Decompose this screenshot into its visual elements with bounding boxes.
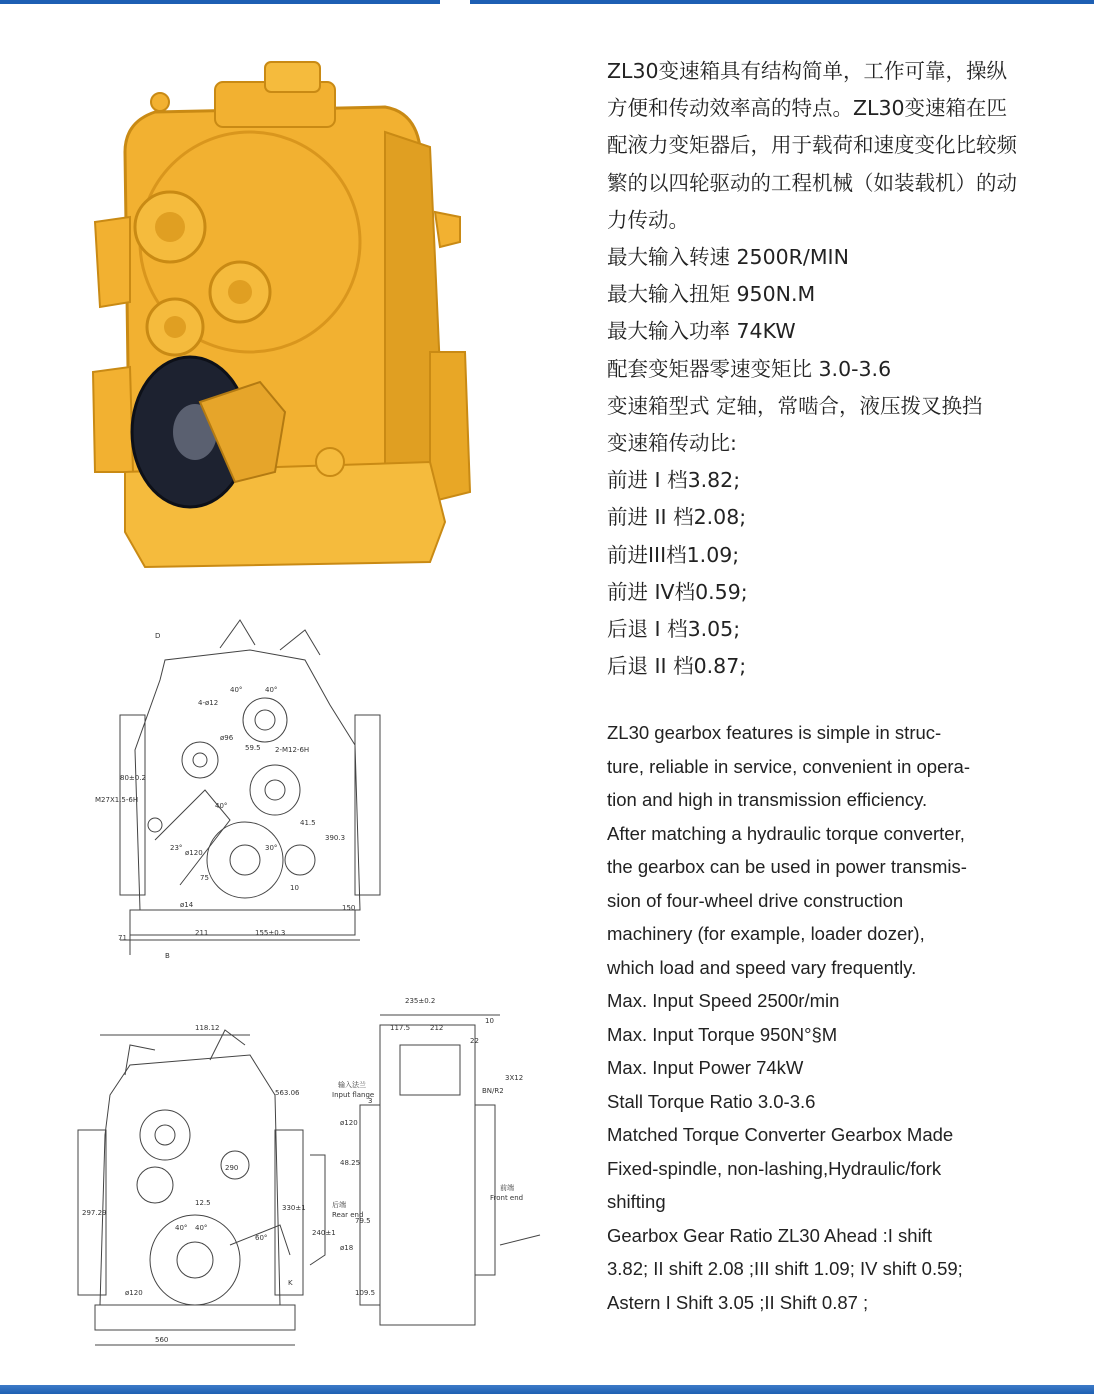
- drawing1-label: 4-ø12: [198, 699, 219, 707]
- drawing1-label: 30°: [265, 844, 278, 852]
- drawing2-label: 输入法兰: [338, 1081, 366, 1089]
- cn-ratio-item: 后退 I 档3.05;: [607, 617, 741, 642]
- drawing2-label: 10: [485, 1017, 494, 1025]
- drawing1-label: 390.3: [325, 834, 346, 842]
- en-line: Astern I Shift 3.05 ;II Shift 0.87 ;: [607, 1291, 869, 1313]
- en-line: 3.82; II shift 2.08 ;III shift 1.09; IV shift 0.59;: [607, 1258, 963, 1279]
- drawing1-label: 59.5: [245, 744, 261, 752]
- en-line: sion of four-wheel drive construction: [607, 889, 904, 911]
- drawing2-label: 40°: [175, 1224, 188, 1232]
- en-line: After matching a hydraulic torque converter,: [607, 822, 965, 844]
- drawing1-label: ø120: [185, 849, 203, 857]
- cn-stall-ratio: 配套变矩器零速变矩比 3.0-3.6: [607, 356, 892, 381]
- drawing2-label: Front end: [490, 1194, 524, 1202]
- english-description: [607, 716, 1022, 1319]
- bottom-accent-bar: [0, 1385, 1094, 1394]
- top-bar-segment-right: [470, 0, 1094, 4]
- drawing2-label: 290: [225, 1164, 239, 1172]
- en-line: Gearbox Gear Ratio ZL30 Ahead :I shift: [607, 1224, 932, 1246]
- en-line: Max. Input Speed 2500r/min: [607, 990, 840, 1011]
- drawing1-label: 2-M12-6H: [275, 746, 310, 754]
- gearbox-photo: [85, 52, 485, 597]
- drawing2-label: 22: [470, 1037, 479, 1045]
- drawing1-label: 150: [342, 904, 356, 912]
- drawing2-label: ø18: [340, 1244, 354, 1252]
- chinese-description: [607, 53, 1027, 685]
- drawing1-label-d: D: [155, 632, 161, 640]
- drawing2-label: 12.5: [195, 1199, 211, 1207]
- drawing2-label: ø120: [340, 1119, 358, 1127]
- en-line: ture, reliable in service, convenient in opera-: [607, 755, 970, 777]
- drawing2-label: 后端: [332, 1201, 346, 1209]
- drawing2-label: 前端: [500, 1184, 514, 1192]
- drawing2-label: 3X12: [505, 1074, 524, 1082]
- drawing2-label: 330±1: [282, 1204, 306, 1212]
- en-line: the gearbox can be used in power transmis-: [607, 856, 967, 877]
- drawing1-label: M27X1.5-6H: [95, 796, 139, 804]
- drawing2-label: 240±1: [312, 1229, 336, 1237]
- drawing1-label: ø96: [220, 734, 234, 742]
- drawing1-label: 75: [200, 874, 209, 882]
- drawing2-label: 235±0.2: [405, 997, 436, 1005]
- en-line: Max. Input Torque 950N°§M: [607, 1023, 838, 1045]
- drawing2-label: 109.5: [355, 1289, 376, 1297]
- drawing1-label: 80±0.2: [120, 774, 146, 782]
- en-line: tion and high in transmission efficiency.: [607, 789, 928, 810]
- en-line: machinery (for example, loader dozer),: [607, 923, 925, 944]
- cn-max-speed: 最大输入转速 2500R/MIN: [607, 245, 849, 270]
- top-bar-segment-left: [0, 0, 440, 4]
- drawing2-label: 40°: [195, 1224, 208, 1232]
- drawing1-label: ø14: [180, 901, 194, 909]
- drawing1-label: 40°: [265, 686, 278, 694]
- drawing1-label: B: [165, 952, 170, 960]
- en-line: ZL30 gearbox features is simple in struc-: [607, 722, 942, 743]
- drawing1-label: 40°: [230, 686, 243, 694]
- cn-ratio-item: 前进 II 档2.08;: [607, 505, 747, 530]
- en-line: Stall Torque Ratio 3.0-3.6: [607, 1090, 816, 1112]
- drawing1-label: 155±0.3: [255, 929, 286, 937]
- en-line: Fixed-spindle, non-lashing,Hydraulic/fork: [607, 1157, 942, 1179]
- drawing2-label: 60°: [255, 1234, 268, 1242]
- drawing2-label: Input flange: [332, 1091, 375, 1099]
- drawing2-label: BN/R2: [482, 1087, 504, 1095]
- cn-intro: ZL30变速箱具有结构简单，工作可靠，操纵方便和传动效率高的特点。ZL30变速箱在匹配液力变矩器后，用于载荷和速度变化比较频繁的以四轮驱动的工程机械（如装载机）的动力传动。: [607, 59, 1017, 232]
- cn-ratio-item: 前进 I 档3.82;: [607, 468, 741, 493]
- en-line: which load and speed vary frequently.: [607, 956, 917, 978]
- drawing1-label: 41.5: [300, 819, 316, 827]
- top-accent-bar: [0, 0, 1094, 6]
- cn-ratio-item: 前进III档1.09;: [607, 542, 740, 567]
- cn-ratio-item: 前进 IV档0.59;: [607, 579, 748, 604]
- drawing2-label: 79.5: [355, 1217, 371, 1225]
- drawing2-label: K: [288, 1279, 293, 1287]
- drawing2-label: 3: [368, 1097, 373, 1105]
- en-line: shifting: [607, 1191, 666, 1212]
- drawing1-label: 211: [195, 929, 209, 937]
- cn-max-torque: 最大输入扭矩 950N.M: [607, 282, 816, 307]
- drawing2-label: 118.12: [195, 1024, 220, 1032]
- drawing1-label: 40°: [215, 802, 228, 810]
- drawing2-label: 48.25: [340, 1159, 361, 1167]
- gearbox-front-drawing: [80, 610, 400, 970]
- cn-ratio-title: 变速箱传动比:: [607, 431, 737, 456]
- drawing2-label: ø120: [125, 1289, 143, 1297]
- drawing1-label: 10: [290, 884, 299, 892]
- cn-gearbox-type: 变速箱型式 定轴，常啮合，液压拨叉换挡: [607, 393, 983, 418]
- cn-ratio-item: 后退 II 档0.87;: [607, 654, 747, 679]
- drawing2-label: 560: [155, 1336, 169, 1344]
- drawing2-label: 117.5: [390, 1024, 411, 1032]
- en-line: Max. Input Power 74kW: [607, 1057, 804, 1078]
- gearbox-views-drawing: [70, 985, 560, 1355]
- en-line: Matched Torque Converter Gearbox Made: [607, 1124, 954, 1145]
- drawing1-label: 23°: [170, 844, 183, 852]
- drawing1-label: 71: [118, 934, 127, 942]
- drawing2-label: 563.06: [275, 1089, 300, 1097]
- drawing2-label: 297.29: [82, 1209, 107, 1217]
- drawing2-label: Rear end: [332, 1211, 364, 1219]
- drawing2-label: 212: [430, 1024, 444, 1032]
- cn-max-power: 最大输入功率 74KW: [607, 319, 796, 344]
